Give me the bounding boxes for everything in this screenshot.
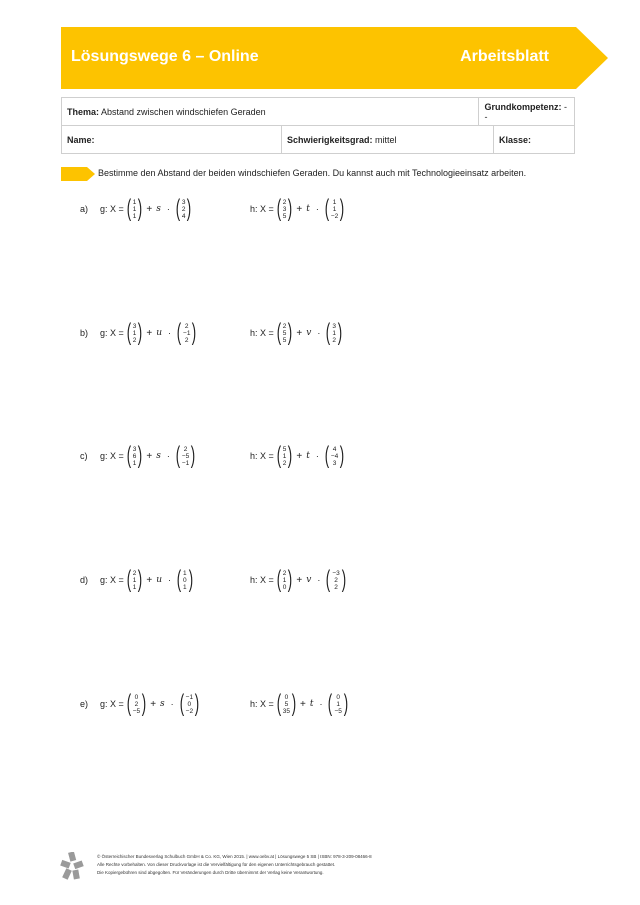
line-name: h: X =: [250, 328, 274, 338]
vector-components: [331, 446, 338, 467]
vector-component: −1: [183, 329, 191, 337]
right-parenthesis: ): [191, 442, 196, 469]
vector-component: 2: [334, 576, 338, 584]
parameter: t: [306, 204, 310, 214]
equation-h: [250, 565, 349, 595]
direction-vector: [326, 692, 349, 716]
vector-component: 5: [282, 336, 287, 344]
vector-component: 2: [132, 569, 137, 577]
direction-vector: [175, 321, 198, 345]
vector-component: 4: [332, 445, 337, 453]
vector-component: 1: [183, 583, 187, 591]
vector-component: 0: [282, 583, 287, 591]
plus-sign: +: [150, 698, 157, 710]
line-name: h: X =: [250, 575, 274, 585]
equation-g: [100, 441, 198, 471]
vector-component: −2: [185, 707, 194, 715]
vector-components: [183, 323, 190, 344]
plus-sign: +: [296, 327, 303, 339]
dot-operator: ·: [315, 204, 319, 214]
vector-component: 0: [336, 693, 340, 701]
position-vector: [275, 197, 295, 221]
dot-operator: ·: [317, 575, 321, 585]
vector-component: 2: [334, 583, 338, 591]
parameter: t: [309, 699, 314, 709]
dot-operator: ·: [315, 451, 319, 461]
grundkompetenz-value: --: [484, 101, 567, 122]
left-parenthesis: (: [175, 195, 181, 222]
right-parenthesis: ): [340, 442, 345, 469]
left-parenthesis: (: [126, 195, 131, 222]
parameter: v: [306, 575, 312, 585]
footer: [97, 853, 557, 877]
vector-components: [283, 323, 287, 344]
task-label: e): [80, 699, 89, 709]
left-parenthesis: (: [126, 690, 131, 717]
plus-sign: +: [296, 574, 303, 586]
grundkompetenz-label: Grundkompetenz:: [484, 101, 562, 112]
position-vector: [125, 568, 145, 592]
instruction-text: Bestimme den Abstand der beiden windschiefen Geraden. Du kannst auch mit Technologieeinsatz arbeiten.: [98, 168, 527, 178]
vector-components: [182, 446, 189, 467]
name-label: Name:: [67, 134, 95, 145]
position-vector: [275, 692, 298, 716]
vector-component: 2: [282, 459, 287, 467]
vector-components: [332, 570, 339, 591]
right-parenthesis: ): [288, 195, 293, 222]
position-vector: [275, 444, 295, 468]
position-vector: [125, 444, 145, 468]
right-parenthesis: ): [343, 690, 349, 717]
parameter: s: [160, 699, 165, 709]
worksheet-label: Arbeitsblatt: [460, 48, 549, 65]
vector-components: [334, 694, 341, 715]
vector-component: 1: [132, 198, 137, 206]
dot-operator: ·: [170, 699, 174, 709]
vector-component: 5: [284, 700, 289, 708]
vector-component: 1: [282, 452, 287, 460]
publisher-logo: [60, 852, 84, 880]
vector-component: 3: [282, 205, 287, 213]
vector-components: [133, 323, 137, 344]
left-parenthesis: (: [324, 442, 330, 469]
grundkompetenz-cell: [479, 98, 575, 126]
vector-component: 1: [332, 205, 337, 213]
direction-vector: [174, 444, 197, 468]
equation-g: [100, 194, 194, 224]
direction-vector: [174, 197, 194, 221]
vector-component: 4: [181, 212, 186, 220]
right-parenthesis: ): [138, 442, 143, 469]
vector-component: 1: [132, 576, 137, 584]
vector-component: −4: [330, 452, 339, 460]
left-parenthesis: (: [276, 566, 281, 593]
equation-h: [250, 318, 345, 348]
left-parenthesis: (: [326, 319, 331, 346]
instruction: [61, 166, 581, 182]
left-parenthesis: (: [176, 319, 182, 346]
vector-component: 1: [183, 569, 187, 577]
equation-g: [100, 689, 202, 719]
vector-component: 0: [134, 693, 139, 701]
vector-components: [182, 199, 186, 220]
direction-vector: [178, 692, 201, 716]
vector-component: 1: [132, 212, 137, 220]
parameter: u: [156, 575, 163, 585]
vector-component: −1: [185, 693, 194, 701]
position-vector: [275, 568, 295, 592]
left-parenthesis: (: [326, 566, 331, 593]
vector-component: 2: [134, 700, 139, 708]
vector-component: 0: [183, 576, 187, 584]
plus-sign: +: [146, 327, 153, 339]
direction-vector: [175, 568, 195, 592]
vector-components: [332, 323, 336, 344]
right-parenthesis: ): [288, 319, 293, 346]
footer-line-3: Die Kopiergebühren sind abgegolten. Für Veränderungen durch Dritte übernimmt der Verlag keine Verantwortung.: [97, 870, 324, 875]
thema-label: Thema:: [67, 106, 100, 117]
position-vector: [275, 321, 295, 345]
right-parenthesis: ): [187, 195, 192, 222]
position-vector: [125, 321, 145, 345]
right-parenthesis: ): [337, 319, 343, 346]
vector-component: 3: [332, 322, 336, 330]
vector-components: [283, 570, 287, 591]
right-parenthesis: ): [340, 195, 345, 222]
left-parenthesis: (: [179, 690, 184, 717]
line-name: h: X =: [250, 204, 274, 214]
vector-component: 3: [132, 322, 137, 330]
footer-line-2: Alle Rechte vorbehalten. Von dieser Druckvorlage ist die Vervielfältigung für den eigenen Unterrichtsgebrauch gestattet.: [97, 862, 336, 867]
vector-component: 2: [282, 198, 287, 206]
left-parenthesis: (: [328, 690, 333, 717]
vector-component: 3: [132, 445, 137, 453]
vector-component: −5: [181, 452, 190, 460]
vector-component: 5: [282, 445, 287, 453]
line-name: g: X =: [100, 451, 124, 461]
vector-components: [133, 694, 140, 715]
schwierigkeit-cell: [282, 126, 494, 154]
klasse-label: Klasse:: [499, 134, 532, 145]
dot-operator: ·: [166, 451, 170, 461]
vector-components: [283, 446, 287, 467]
left-parenthesis: (: [126, 319, 131, 346]
plus-sign: +: [146, 574, 153, 586]
left-parenthesis: (: [276, 195, 281, 222]
direction-vector: [323, 444, 346, 468]
right-parenthesis: ): [138, 566, 143, 593]
left-parenthesis: (: [276, 690, 281, 717]
vector-components: [283, 694, 290, 715]
position-vector: [125, 197, 145, 221]
vector-component: 1: [132, 459, 137, 467]
line-name: g: X =: [100, 699, 124, 709]
vector-component: 0: [187, 700, 192, 708]
vector-component: 3: [181, 198, 186, 206]
parameter: t: [306, 451, 310, 461]
parameter: s: [156, 204, 161, 214]
vector-component: −1: [181, 459, 190, 467]
vector-component: 5: [282, 212, 287, 220]
right-parenthesis: ): [291, 690, 297, 717]
vector-component: 2: [183, 445, 188, 453]
vector-component: 35: [282, 707, 290, 715]
equation-h: [250, 441, 347, 471]
equation-g: [100, 565, 196, 595]
plus-sign: +: [146, 450, 153, 462]
schwierigkeit-label: Schwierigkeitsgrad:: [287, 134, 373, 145]
thema-cell: [62, 98, 479, 126]
schwierigkeit-value: mittel: [375, 134, 397, 145]
page-title: Lösungswege 6 – Online: [71, 48, 259, 65]
right-parenthesis: ): [341, 566, 346, 593]
line-name: g: X =: [100, 328, 124, 338]
right-parenthesis: ): [138, 319, 143, 346]
line-name: h: X =: [250, 451, 274, 461]
vector-components: [133, 446, 137, 467]
vector-component: −3: [332, 569, 340, 577]
thema-value: Abstand zwischen windschiefen Geraden: [101, 106, 266, 117]
line-name: g: X =: [100, 575, 124, 585]
vector-component: 2: [332, 336, 336, 344]
right-parenthesis: ): [141, 690, 147, 717]
vector-component: −5: [132, 707, 141, 715]
vector-component: 2: [282, 322, 287, 330]
plus-sign: +: [296, 450, 303, 462]
name-cell: [62, 126, 282, 154]
vector-components: [133, 570, 137, 591]
vector-component: 0: [284, 693, 289, 701]
vector-component: 3: [332, 459, 337, 467]
direction-vector: [324, 568, 347, 592]
arrow-icon: [61, 167, 95, 181]
task-label: d): [80, 575, 89, 585]
dot-operator: ·: [166, 204, 170, 214]
vector-component: 1: [282, 576, 287, 584]
left-parenthesis: (: [176, 566, 182, 593]
vector-component: 2: [184, 336, 189, 344]
left-parenthesis: (: [175, 442, 181, 469]
right-parenthesis: ): [138, 195, 143, 222]
vector-component: 2: [132, 336, 137, 344]
plus-sign: +: [300, 698, 306, 710]
equation-h: [250, 689, 351, 719]
direction-vector: [323, 197, 346, 221]
dot-operator: ·: [168, 328, 172, 338]
vector-component: 5: [282, 329, 287, 337]
header-banner: [61, 27, 608, 89]
left-parenthesis: (: [126, 566, 131, 593]
position-vector: [125, 692, 148, 716]
vector-components: [186, 694, 193, 715]
task-label: c): [80, 451, 88, 461]
vector-component: 6: [132, 452, 137, 460]
info-table: [61, 97, 575, 154]
parameter: u: [156, 328, 163, 338]
line-name: g: X =: [100, 204, 124, 214]
vector-component: 1: [336, 700, 340, 708]
parameter: s: [156, 451, 161, 461]
left-parenthesis: (: [126, 442, 131, 469]
klasse-cell: [494, 126, 575, 154]
vector-components: [183, 570, 187, 591]
vector-component: 1: [132, 583, 137, 591]
dot-operator: ·: [317, 328, 321, 338]
right-parenthesis: ): [288, 566, 293, 593]
vector-component: 1: [332, 198, 337, 206]
vector-component: 2: [282, 569, 287, 577]
left-parenthesis: (: [276, 442, 281, 469]
left-parenthesis: (: [324, 195, 330, 222]
footer-line-1: © Österreichischer Bundesverlag Schulbuch GmbH & Co. KG, Wien 2015. | www.oebv.at | Lösungswege 5 SB | ISBN: 978-3-209-08466-8: [97, 854, 372, 859]
right-parenthesis: ): [194, 690, 200, 717]
dot-operator: ·: [168, 575, 172, 585]
vector-component: −5: [334, 707, 342, 715]
right-parenthesis: ): [192, 319, 197, 346]
vector-components: [331, 199, 338, 220]
vector-components: [283, 199, 287, 220]
vector-component: 1: [332, 329, 336, 337]
task-label: a): [80, 204, 89, 214]
direction-vector: [324, 321, 344, 345]
left-parenthesis: (: [276, 319, 281, 346]
plus-sign: +: [296, 203, 303, 215]
equation-g: [100, 318, 199, 348]
task-label: b): [80, 328, 89, 338]
dot-operator: ·: [319, 699, 323, 709]
vector-component: −2: [330, 212, 339, 220]
plus-sign: +: [146, 203, 153, 215]
vector-component: 1: [132, 329, 137, 337]
right-parenthesis: ): [288, 442, 293, 469]
vector-component: 2: [184, 322, 189, 330]
vector-component: 2: [181, 205, 186, 213]
line-name: h: X =: [250, 699, 274, 709]
vector-component: 1: [132, 205, 137, 213]
vector-components: [133, 199, 137, 220]
equation-h: [250, 194, 347, 224]
parameter: v: [306, 328, 312, 338]
right-parenthesis: ): [188, 566, 193, 593]
